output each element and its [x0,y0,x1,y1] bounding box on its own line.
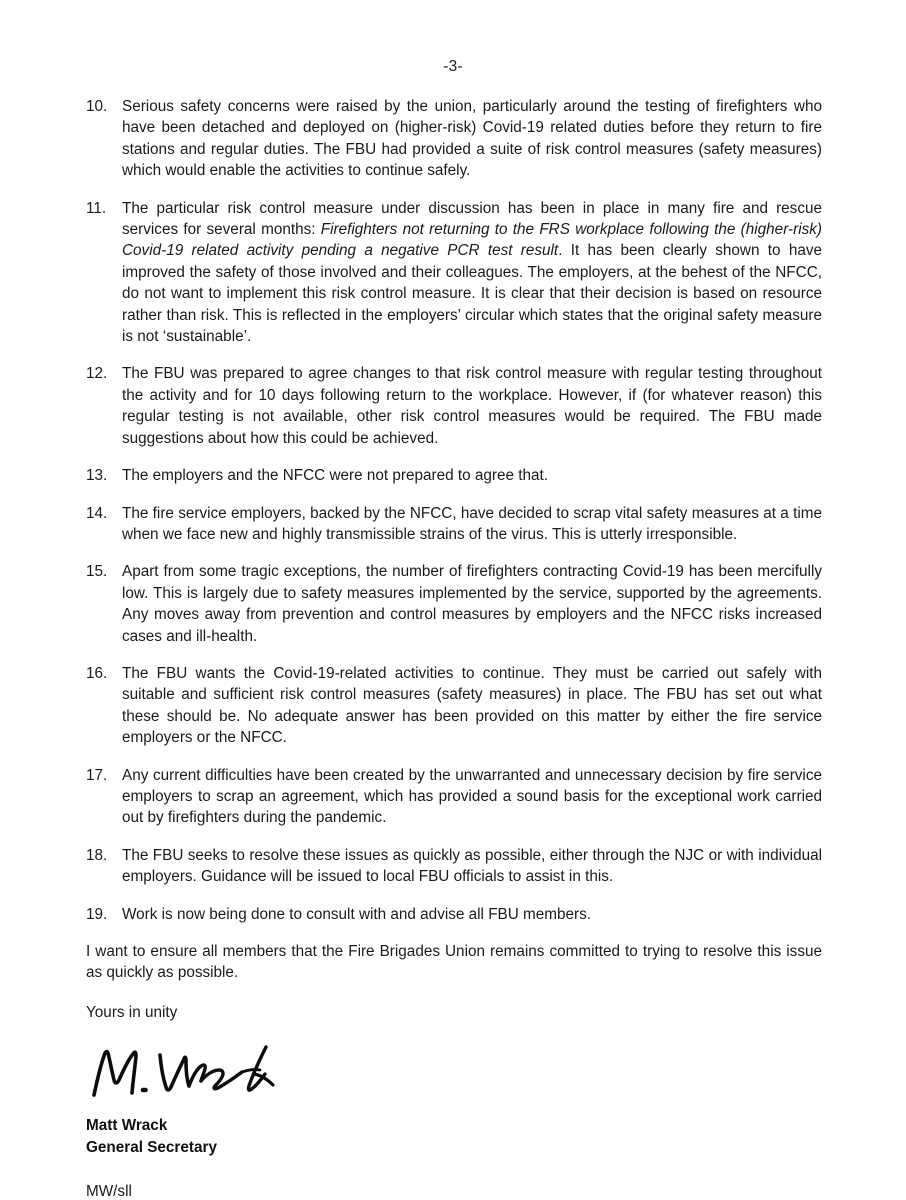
list-marker: 12. [86,365,108,383]
paragraph-text: The FBU seeks to resolve these issues as quickly as possible, either through the NJC or with individual employers. Guidance will be issued to local FBU officials to assist in this. [122,846,822,886]
paragraph-text-lead: The particular risk control measure under discussion has been in place in many fire and rescue services for several months: [122,199,822,239]
paragraph-text: Any current difficulties have been created by the unwarranted and unnecessary decision by fire service employers to scrap an agreement, which has provided a sound basis for the exceptional work carried out by firefighters during the pandemic. [122,766,822,827]
numbered-paragraph-17 [86,765,822,829]
closing-paragraph: I want to ensure all members that the Fire Brigades Union remains committed to trying to resolve this issue as quickly as possible. [86,943,822,982]
list-marker: 10. [86,98,108,115]
signatory-name: Matt Wrack [86,1117,168,1135]
page-number: -3- [443,58,463,75]
numbered-paragraph-15 [86,561,822,647]
list-marker: 19. [86,905,108,923]
numbered-paragraph-13 [86,465,822,486]
paragraph-text: The employers and the NFCC were not prepared to agree that. [122,467,548,485]
paragraph-text: The FBU was prepared to agree changes to that risk control measure with regular testing throughout the activity and for 10 days following return to the workplace. However, if (for whatever reason) this regular testing is not available, other risk control measures would be required. The FBU made suggestions about how this could be achieved. [122,365,822,447]
numbered-paragraph-19 [86,904,822,925]
signoff-text: Yours in unity [86,1003,178,1021]
quoted-risk-control-measure: Firefighters not returning to the FRS workplace following the (higher-risk) Covid-19 related activity pending a negative PCR test result [122,221,822,260]
list-marker: 11. [86,199,107,217]
list-marker: 16. [86,664,108,682]
paragraph-text: Apart from some tragic exceptions, the number of firefighters contracting Covid-19 has been mercifully low. This is largely due to safety measures implemented by the service, supported by the agreements. Any moves away from prevention and control measures by employers and the NFCC risks increased cases and ill-health. [122,563,822,645]
reference-initials: MW/sll [86,1183,132,1200]
paragraph-text: Serious safety concerns were raised by the union, particularly around the testing of firefighters who have been detached and deployed on (higher-risk) Covid-19 related duties before they return to fire stations and regular duties. The FBU had provided a suite of risk control measures (safety measures) which would enable the activities to continue safely. [122,98,822,180]
paragraph-text: Work is now being done to consult with and advise all FBU members. [122,905,592,923]
numbered-paragraph-18 [86,845,822,888]
list-marker: 15. [86,563,108,581]
numbered-paragraph-14 [86,503,822,546]
numbered-paragraph-11 [86,198,822,348]
list-marker: 13. [86,467,108,485]
closing-block [86,941,822,1200]
paragraph-text: The FBU wants the Covid-19-related activities to continue. They must be carried out safely with suitable and sufficient risk control measures (safety measures) in place. The FBU has set out what these should be. No adequate answer has been provided on this matter by either the fire service employers or the NFCC. [122,664,822,747]
paragraph-text [122,198,822,348]
signature-image [88,1039,298,1105]
paragraph-text-tail: . It has been clearly shown to have improved the safety of those involved and their colleagues. The employers, at the behest of the NFCC, do not want to implement this risk control measure. It is clear that their decision is based on resource rather than risk. This is reflected in the employers’ circular which states that the original safety measure is not ‘sustainable’. [122,242,822,346]
list-marker: 14. [86,504,108,522]
numbered-paragraph-10 [86,96,822,182]
paragraph-text: The fire service employers, backed by the NFCC, have decided to scrap vital safety measures at a time when we face new and highly transmissible strains of the virus. This is utterly irresponsible. [122,504,822,543]
signatory-title: General Secretary [86,1138,217,1156]
signatory-block [86,1115,822,1158]
numbered-paragraph-16 [86,663,822,749]
document-body [86,96,822,1200]
numbered-paragraph-12 [86,363,822,449]
list-marker: 17. [86,766,108,784]
list-marker: 18. [86,846,108,864]
